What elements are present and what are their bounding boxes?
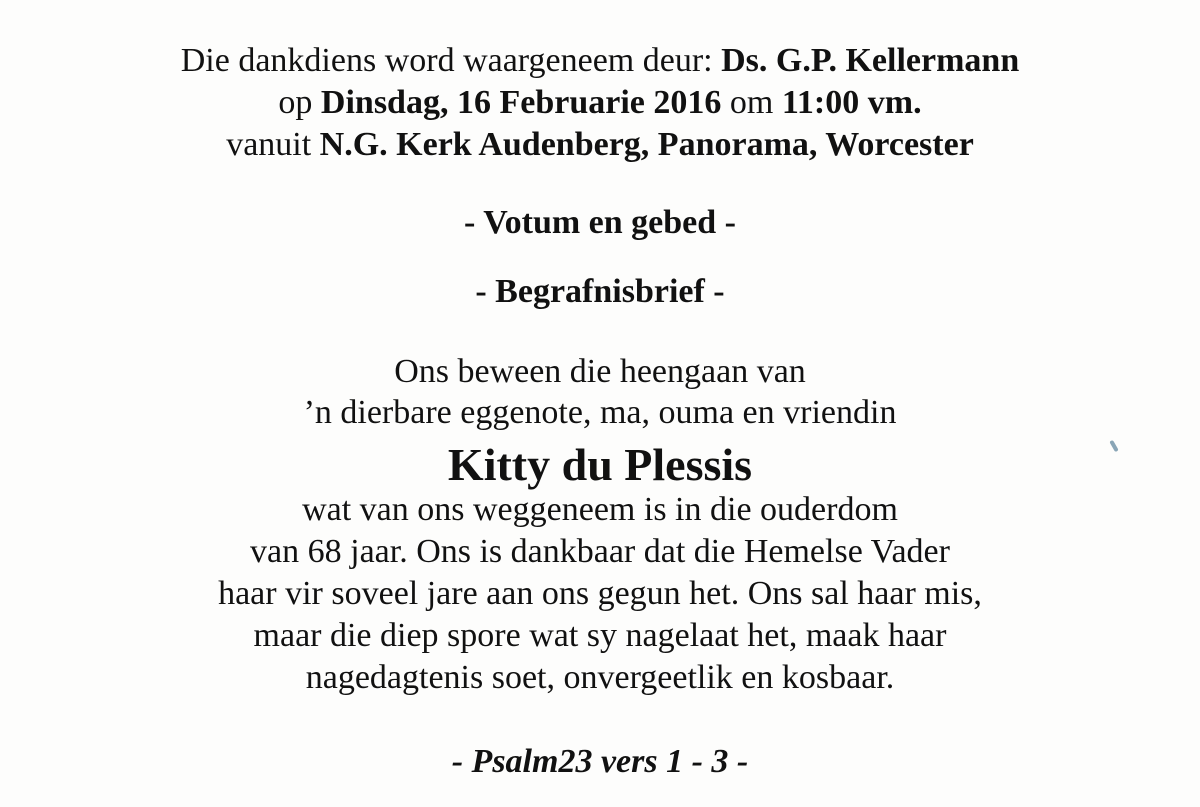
psalm-reading: - Psalm23 vers 1 - 3 - <box>451 743 749 780</box>
letter-line-2: ’n dierbare eggenote, ma, ouma en vriendin <box>303 394 897 431</box>
time-prefix: om <box>721 84 782 121</box>
letter-line-3: wat van ons weggeneem is in die ouderdom <box>302 491 898 528</box>
letter-line-1: Ons beween die heengaan van <box>394 353 806 390</box>
service-date: Dinsdag, 16 Februarie 2016 <box>320 84 722 121</box>
letter-line-5: haar vir soveel jare aan ons gegun het. Ons sal haar mis, <box>218 575 982 612</box>
venue-line <box>0 124 1200 166</box>
service-venue: N.G. Kerk Audenberg, Panorama, Worcester <box>319 126 974 163</box>
letter-line-4: van 68 jaar. Ons is dankbaar dat die Hemelse Vader <box>250 533 950 570</box>
officiant-prefix: Die dankdiens word waargeneem deur: <box>180 42 722 79</box>
officiant-line <box>0 40 1200 82</box>
service-time: 11:00 vm. <box>781 84 922 121</box>
deceased-name: Kitty du Plessis <box>447 439 753 490</box>
letter-line-6: maar die diep spore wat sy nagelaat het, maak haar <box>253 617 947 654</box>
letter-line-7: nagedagtenis soet, onvergeetlik en kosbaar. <box>305 659 895 696</box>
date-prefix: op <box>278 84 321 121</box>
program-item-begrafnisbrief: - Begrafnisbrief - <box>475 273 725 310</box>
date-line <box>0 82 1200 124</box>
officiant-name: Ds. G.P. Kellermann <box>721 42 1020 79</box>
program-item-votum: - Votum en gebed - <box>463 204 737 241</box>
venue-prefix: vanuit <box>226 126 320 163</box>
